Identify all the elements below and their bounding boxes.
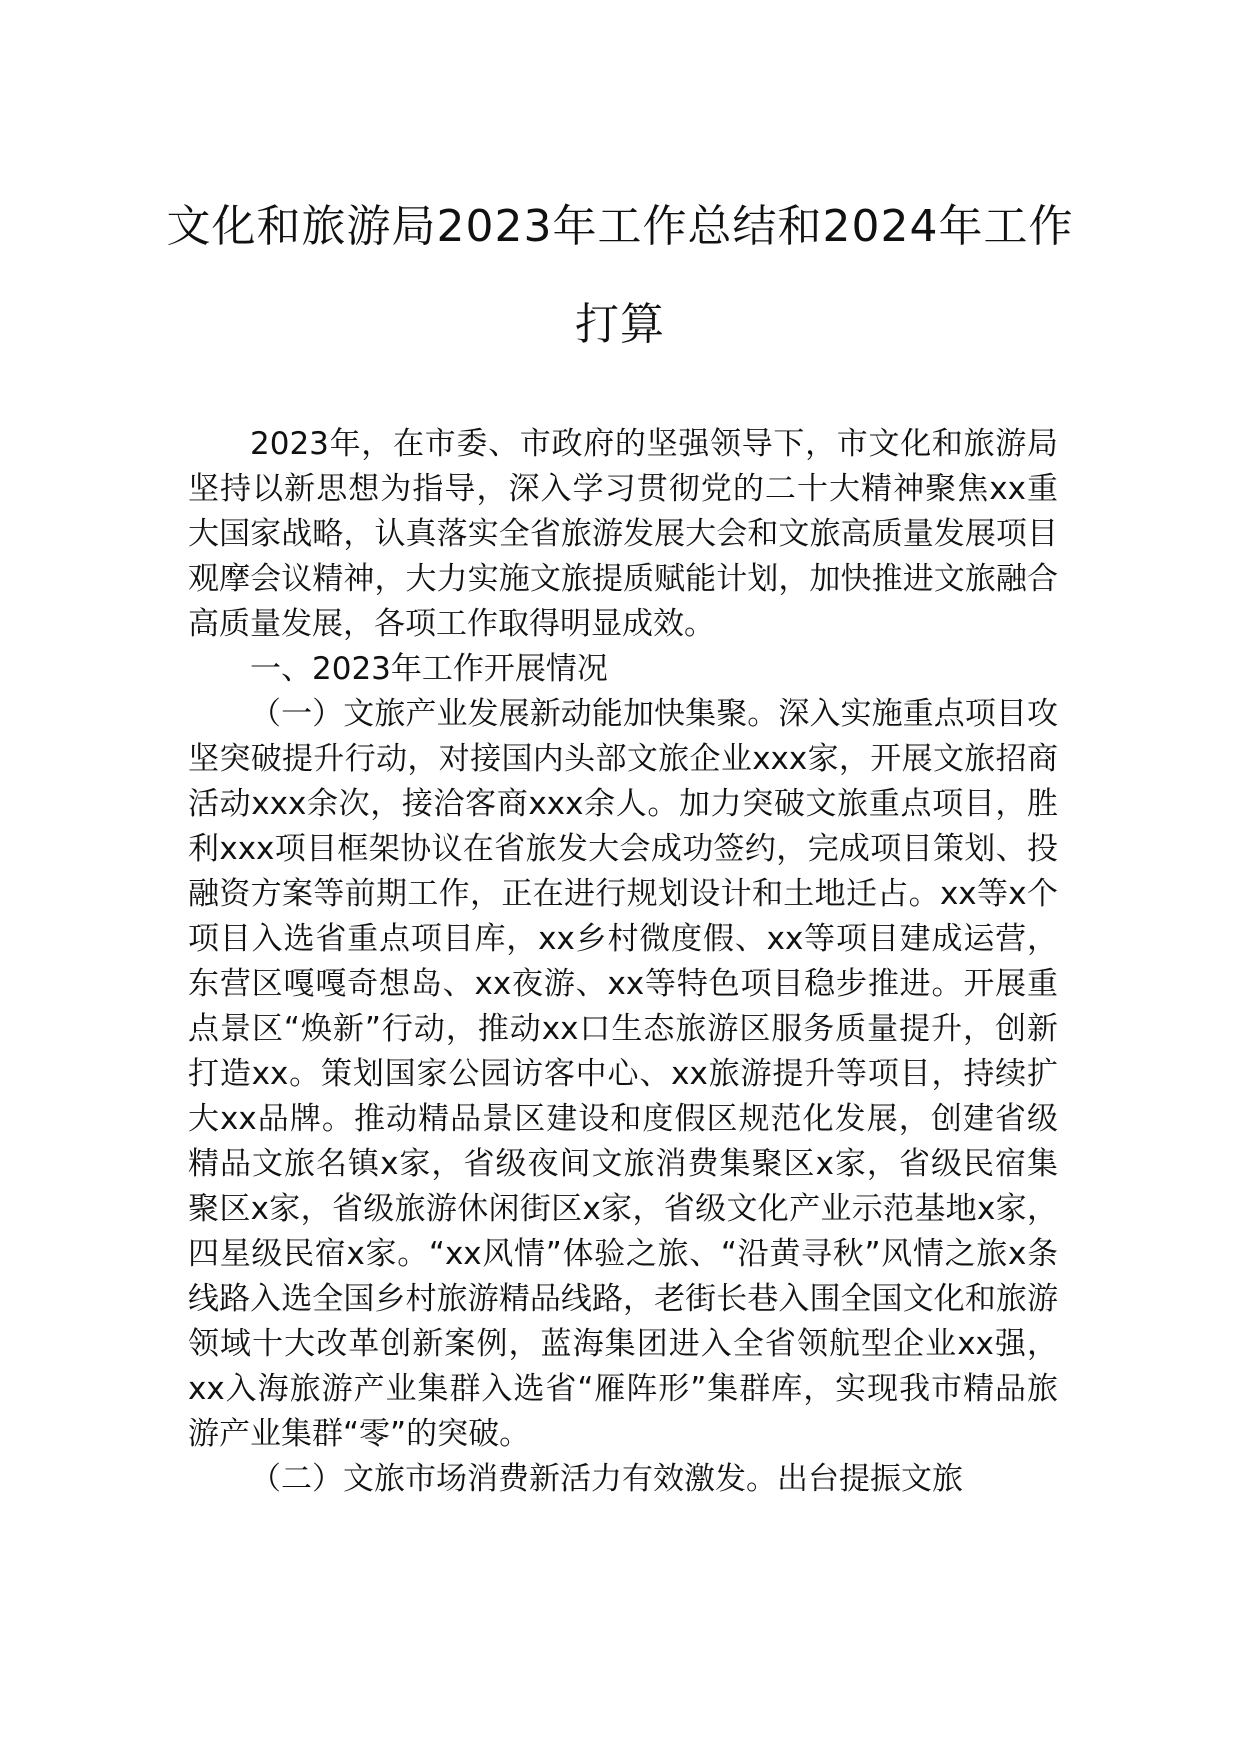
body-paragraph: （一）文旅产业发展新动能加快集聚。深入实施重点项目攻坚突破提升行动，对接国内头部文旅企业xxx家，开展文旅招商活动xxx余次，接洽客商xxx余人。加力突破文旅重点项目，胜利xxx项目框架协议在省旅发大会成功签约，完成项目策划、投融资方案等前期工作，正在进行规划设计和土地迁占。xx等x个项目入选省重点项目库，xx乡村微度假、xx等项目建成运营，东营区嘎嘎奇想岛、xx夜游、xx等特色项目稳步推进。开展重点景区“焕新”行动，推动xx口生态旅游区服务质量提升，创新打造xx。策划国家公园访客中心、xx旅游提升等项目，持续扩大xx品牌。推动精品景区建设和度假区规范化发展，创建省级精品文旅名镇x家，省级夜间文旅消费集聚区x家，省级民宿集聚区x家，省级旅游休闲街区x家，省级文化产业示范基地x家，四星级民宿x家。“xx风情”体验之旅、“沿黄寻秋”风情之旅x条线路入选全国乡村旅游精品线路，老街长巷入围全国文化和旅游领域十大改革创新案例，蓝海集团进入全省领航型企业xx强，xx入海旅游产业集群入选省“雁阵形”集群库，实现我市精品旅游产业集群“零”的突破。 bbox=[188, 696, 1058, 1452]
intro-paragraph: 2023年，在市委、市政府的坚强领导下，市文化和旅游局坚持以新思想为指导，深入学习贯彻党的二十大精神聚焦xx重大国家战略，认真落实全省旅游发展大会和文旅高质量发展项目观摩会议精神，大力实施文旅提质赋能计划，加快推进文旅融合高质量发展，各项工作取得明显成效。 bbox=[188, 426, 1058, 642]
document-title: 文化和旅游局2023年工作总结和2024年工作打算 bbox=[166, 201, 1074, 350]
body-paragraph: （二）文旅市场消费新活力有效激发。出台提振文旅 bbox=[250, 1461, 963, 1497]
document-body bbox=[188, 422, 1058, 1502]
section-heading: 一、2023年工作开展情况 bbox=[250, 651, 608, 687]
